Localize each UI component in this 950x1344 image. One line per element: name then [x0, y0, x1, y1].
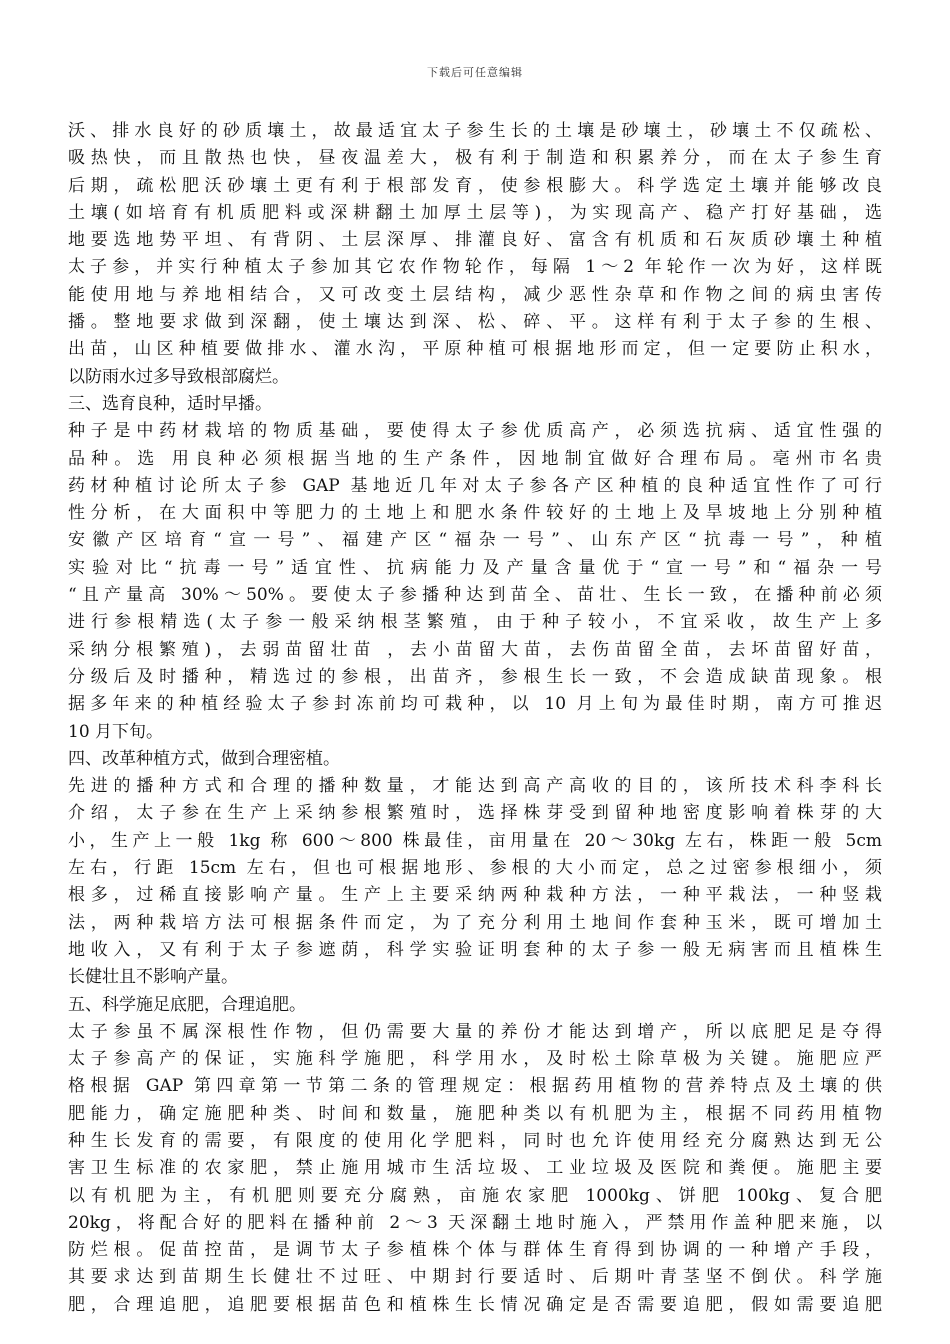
text-line: 安徽产区培育“宣一号”、福建产区“福杂一号”、山东产区“抗毒一号”，种植	[68, 530, 882, 551]
text-line: 小，生产上一般 1kg 称 600～800 株最佳，亩用量在 20～30kg 左右，株距一般 5cm	[68, 830, 882, 851]
text-line: 以防雨水过多导致根部腐烂。	[68, 366, 289, 387]
text-line: 四、改革种植方式，做到合理密植。	[68, 748, 340, 769]
text-line: 太子参高产的保证，实施科学施肥，科学用水，及时松土除草极为关键。施肥应严	[68, 1049, 882, 1070]
text-line: 根多，过稀直接影响产量。生产上主要采纳两种栽种方法，一种平栽法，一种竖栽	[68, 885, 882, 906]
text-line: 分级后及时播种，精选过的参根，出苗齐，参根生长一致，不会造成缺苗现象。根	[68, 666, 882, 687]
text-line: 播。整地要求做到深翻，使土壤达到深、松、碎、平。这样有利于太子参的生根、	[68, 312, 882, 333]
text-line: 出苗，山区种植要做排水、灌水沟，平原种植可根据地形而定，但一定要防止积水，	[68, 339, 882, 360]
text-line: 能使用地与养地相结合，又可改变土层结构，减少恶性杂草和作物之间的病虫害传	[68, 284, 882, 305]
text-line: 其要求达到苗期生长健壮不过旺、中期封行要适时、后期叶青茎坚不倒伏。科学施	[68, 1267, 882, 1288]
page-header-note: 下载后可任意编辑	[427, 66, 523, 79]
text-line: 性分析，在大面积中等肥力的土地上和肥水条件较好的土地上及旱坡地上分别种植	[68, 503, 882, 524]
text-line: 后期，疏松肥沃砂壤土更有利于根部发育，使参根膨大。科学选定土壤并能够改良	[68, 175, 882, 196]
text-line: 种子是中药材栽培的物质基础，要使得太子参优质高产，必须选抗病、适宜性强的	[68, 421, 882, 442]
text-line: 法，两种栽培方法可根据条件而定，为了充分利用土地间作套种玉米，既可增加土	[68, 912, 882, 933]
text-line: 介绍，太子参在生产上采纳参根繁殖时，选择株芽受到留种地密度影响着株芽的大	[68, 803, 882, 824]
text-line: 太子参虽不属深根性作物，但仍需要大量的养份才能达到增产，所以底肥足是夺得	[68, 1021, 882, 1042]
text-line: 三、选育良种，适时早播。	[68, 393, 272, 414]
text-line: 五、科学施足底肥，合理追肥。	[68, 994, 306, 1015]
text-line: 格根据 GAP 第四章第一节第二条的管理规定：根据药用植物的营养特点及土壤的供	[68, 1076, 882, 1097]
text-line: 肥，合理追肥，追肥要根据苗色和植株生长情况确定是否需要追肥，假如需要追肥	[68, 1294, 882, 1315]
text-line: 土壤(如培育有机质肥料或深耕翻土加厚土层等)，为实现高产、稳产打好基础，选	[68, 202, 882, 223]
text-line: 左右，行距 15cm 左右，但也可根据地形、参根的大小而定，总之过密参根细小，须	[68, 858, 882, 879]
document-body	[68, 118, 882, 1319]
text-line: 沃、排水良好的砂质壤土，故最适宜太子参生长的土壤是砂壤土，砂壤土不仅疏松、	[68, 121, 882, 141]
text-line: 长健壮且不影响产量。	[68, 967, 238, 988]
text-line: 先进的播种方式和合理的播种数量，才能达到高产高收的目的，该所技术科李科长	[68, 776, 882, 797]
text-line: 品种。选 用良种必须根据当地的生产条件，因地制宜做好合理布局。亳州市名贵	[68, 448, 882, 469]
text-line: 肥能力，确定施肥种类、时间和数量，施肥种类以有机肥为主，根据不同药用植物	[68, 1103, 882, 1124]
text-line: 采纳分根繁殖)，去弱苗留壮苗 ，去小苗留大苗，去伤苗留全苗，去坏苗留好苗，	[68, 639, 882, 660]
text-line: 20kg，将配合好的肥料在播种前 2～3 天深翻土地时施入，严禁用作盖种肥来施，以	[68, 1212, 882, 1233]
text-line: 种生长发育的需要，有限度的使用化学肥料，同时也允许使用经充分腐熟达到无公	[68, 1130, 882, 1151]
text-line: 太子参，并实行种植太子参加其它农作物轮作，每隔 1～2 年轮作一次为好，这样既	[68, 257, 882, 278]
text-line: “且产量高 30%～50%。要使太子参播种达到苗全、苗壮、生长一致，在播种前必须	[68, 585, 882, 606]
text-line: 进行参根精选(太子参一般采纳根茎繁殖，由于种子较小，不宜采收，故生产上多	[68, 612, 882, 633]
text-line: 害卫生标准的农家肥，禁止施用城市生活垃圾、工业垃圾及医院和粪便。施肥主要	[68, 1158, 882, 1179]
text-line: 地收入，又有利于太子参遮荫，科学实验证明套种的太子参一般无病害而且植株生	[68, 939, 882, 960]
text-line: 10 月下旬。	[68, 721, 164, 742]
text-line: 药材种植讨论所太子参 GAP 基地近几年对太子参各产区种植的良种适宜性作了可行	[68, 475, 882, 496]
text-line: 防烂根。促苗控苗，是调节太子参植株个体与群体生育得到协调的一种增产手段，	[68, 1240, 882, 1261]
text-line: 地要选地势平坦、有背阴、土层深厚、排灌良好、富含有机质和石灰质砂壤土种植	[68, 230, 882, 251]
text-line: 实验对比“抗毒一号”适宜性、抗病能力及产量含量优于“宣一号”和“福杂一号	[68, 557, 882, 578]
text-line: 据多年来的种植经验太子参封冻前均可栽种，以 10 月上旬为最佳时期，南方可推迟	[68, 694, 882, 715]
text-line: 以有机肥为主，有机肥则要充分腐熟，亩施农家肥 1000kg、饼肥 100kg、复合肥	[68, 1185, 882, 1206]
text-line: 吸热快，而且散热也快，昼夜温差大，极有利于制造和积累养分，而在太子参生育	[68, 148, 882, 169]
